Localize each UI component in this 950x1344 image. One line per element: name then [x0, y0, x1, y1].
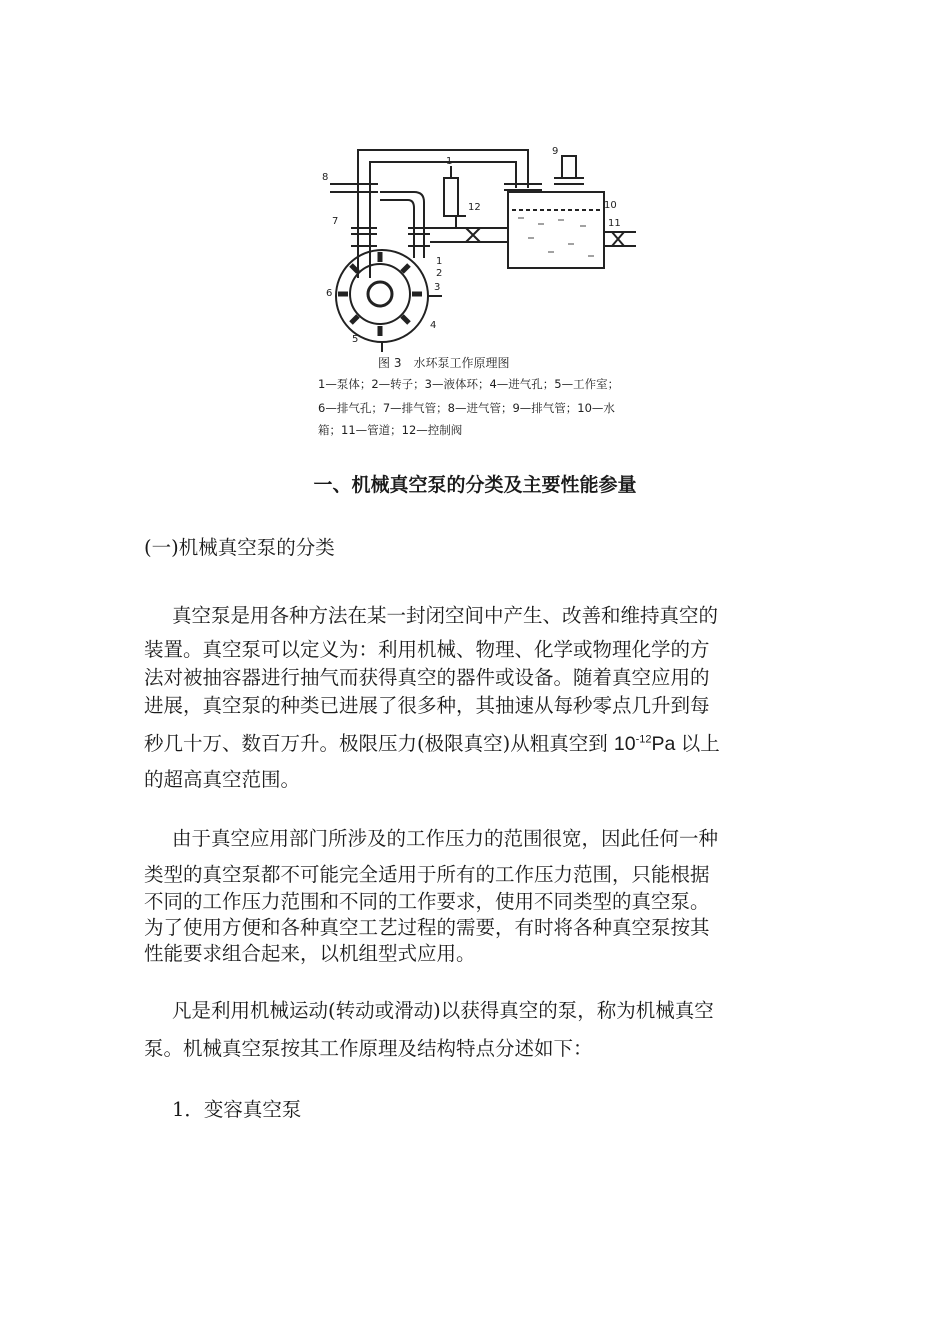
para2-line: 类型的真空泵都不可能完全适用于所有的工作压力范围，只能根据	[144, 863, 710, 886]
water-tank-10	[508, 192, 604, 268]
part-label-3: 3	[434, 282, 441, 293]
part-label-11: 11	[608, 218, 621, 229]
para1-line: 真空泵是用各种方法在某一封闭空间中产生、改善和维持真空的	[172, 604, 719, 627]
part-label-8: 8	[322, 172, 329, 183]
para2-line: 为了使用方便和各种真空工艺过程的需要，有时将各种真空泵按其	[144, 916, 710, 939]
part-label-1-top: 1	[446, 156, 453, 167]
part-label-1: 1	[436, 256, 443, 267]
figure-legend-line: 1—泵体；2—转子；3—液体环；4—进气孔；5—工作室；	[318, 377, 620, 391]
para1-line: 的超高真空范围。	[144, 768, 301, 791]
para2-line: 不同的工作压力范围和不同的工作要求，使用不同类型的真空泵。	[144, 890, 710, 913]
para3-line: 凡是利用机械运动(转动或滑动)以获得真空的泵，称为机械真空	[172, 999, 714, 1022]
control-valve-12	[446, 216, 466, 228]
pump-schematic	[318, 128, 658, 353]
para1-text: 秒几十万、数百万升。极限压力(极限真空)从粗真空到	[144, 732, 614, 755]
exhaust-pipe-9	[562, 156, 576, 178]
part-label-9: 9	[552, 146, 559, 157]
section-heading: 一、机械真空泵的分类及主要性能参量	[313, 474, 637, 496]
para1-line: 法对被抽容器进行抽气而获得真空的器件或设备。随着真空应用的	[144, 666, 710, 689]
figure-legend-line: 箱；11—管道；12—控制阀	[318, 423, 463, 437]
para1-line: 装置。真空泵可以定义为：利用机械、物理、化学或物理化学的方	[144, 638, 710, 661]
part-label-10: 10	[604, 200, 617, 211]
figure-caption-title: 图 3 水环泵工作原理图	[378, 356, 510, 370]
list-item-1: 1．变容真空泵	[172, 1098, 302, 1121]
pump-diagram-figure	[318, 128, 658, 440]
pressure-base: 10	[613, 733, 636, 755]
part-label-2: 2	[436, 268, 443, 279]
pressure-unit: Pa 以上	[651, 733, 720, 755]
rotor-2	[368, 282, 392, 306]
pressure-exponent: -12	[635, 733, 652, 746]
para3-line: 泵。机械真空泵按其工作原理及结构特点分述如下：	[144, 1037, 593, 1060]
para2-line: 由于真空应用部门所涉及的工作压力的范围很宽，因此任何一种	[172, 827, 719, 850]
part-label-6: 6	[326, 288, 333, 299]
para2-line: 性能要求组合起来，以机组型式应用。	[144, 942, 476, 965]
part-label-7: 7	[332, 216, 339, 227]
subsection-heading: (一)机械真空泵的分类	[144, 536, 335, 559]
para1-line-with-pressure	[144, 728, 720, 756]
part-label-4: 4	[430, 320, 437, 331]
pipe-11	[604, 232, 636, 246]
part-label-5: 5	[352, 334, 359, 345]
figure-legend-line: 6—排气孔；7—排气管；8—进气管；9—排气管；10—水	[318, 401, 615, 415]
para1-line: 进展，真空泵的种类已进展了很多种，其抽速从每秒零点几升到每	[144, 694, 710, 717]
part-label-12: 12	[468, 202, 481, 213]
